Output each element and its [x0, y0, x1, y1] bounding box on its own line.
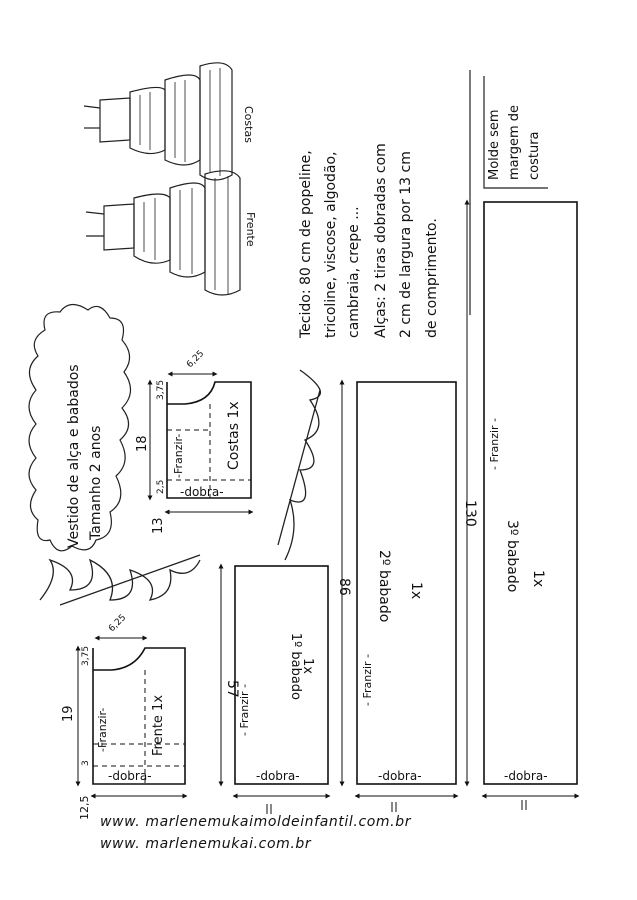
pattern-piece-babado-2 — [342, 382, 456, 796]
costas-gather: -Franzir- — [172, 433, 185, 478]
fold-marks — [267, 800, 526, 814]
note-line-1: Molde sem — [487, 109, 502, 180]
dress-illustration-back — [84, 63, 232, 180]
babado-3-gather: - Franzir - — [488, 417, 501, 470]
signature-left: Marlene Mukai — [65, 556, 153, 603]
babado-1-gather: - Franzir - — [238, 683, 251, 736]
babado-3-name: 3º babado — [504, 520, 520, 593]
babado-2-length: 86 — [336, 578, 352, 596]
instructions-line-6: de comprimento. — [424, 218, 440, 338]
instructions-line-1: Tecido: 80 cm de popeline, — [298, 150, 314, 338]
url-line-2: www. marlenemukai.com.br — [100, 836, 312, 852]
instructions-line-5: 2 cm de largura por 13 cm — [398, 151, 414, 338]
frente-height: 19 — [61, 705, 76, 722]
frente-dim-b: 6,25 — [107, 612, 129, 635]
frente-dim-c: 3 — [81, 760, 91, 766]
babado-3-length: 130 — [462, 500, 478, 527]
signature-right: Marlene Mukai — [287, 471, 317, 561]
frente-dim-a: 3,75 — [81, 645, 91, 666]
front-view-label: Frente — [244, 212, 257, 247]
frente-width: 12,5 — [78, 795, 91, 820]
costas-dim-b: 6,25 — [185, 348, 207, 371]
costas-dim-a: 3,75 — [156, 379, 166, 400]
costas-dim-c: 2,5 — [156, 479, 166, 494]
title-line-1: Vestido de alça e babados — [66, 364, 82, 548]
instructions-line-2: tricoline, viscose, algodão, — [323, 151, 339, 338]
costas-width: 13 — [151, 517, 166, 534]
note-line-3: costura — [527, 131, 542, 180]
frente-gather: -Franzir- — [96, 707, 109, 752]
babado-3-count: 1x — [530, 570, 546, 588]
note-line-2: margem de — [507, 104, 522, 180]
babado-3-fold: -dobra- — [504, 769, 548, 783]
dress-illustration-front — [86, 171, 240, 295]
title-line-2: Tamanho 2 anos — [88, 425, 104, 540]
costas-fold: -dobra- — [180, 485, 224, 499]
back-view-label: Costas — [242, 106, 255, 143]
babado-2-fold: -dobra- — [378, 769, 422, 783]
costas-height: 18 — [135, 435, 150, 452]
babado-2-count: 1x — [408, 582, 424, 600]
frente-fold: -dobra- — [108, 769, 152, 783]
babado-1-count: 1x — [300, 658, 315, 674]
instructions-line-4: Alças: 2 tiras dobradas com — [373, 143, 389, 338]
babado-1-name: 1º babado — [288, 632, 303, 700]
costas-name: Costas 1x — [226, 401, 242, 470]
frente-name: Frente 1x — [151, 694, 166, 756]
instructions-line-3: cambraia, crepe ... — [346, 206, 362, 338]
babado-1-length: 57 — [224, 680, 240, 698]
babado-2-name: 2º babado — [376, 550, 392, 623]
url-line-1: www. marlenemukaimoldeinfantil.com.br — [100, 814, 412, 830]
babado-1-fold: -dobra- — [256, 769, 300, 783]
babado-2-gather: - Franzir - — [361, 653, 374, 706]
pattern-piece-babado-3 — [467, 202, 577, 796]
